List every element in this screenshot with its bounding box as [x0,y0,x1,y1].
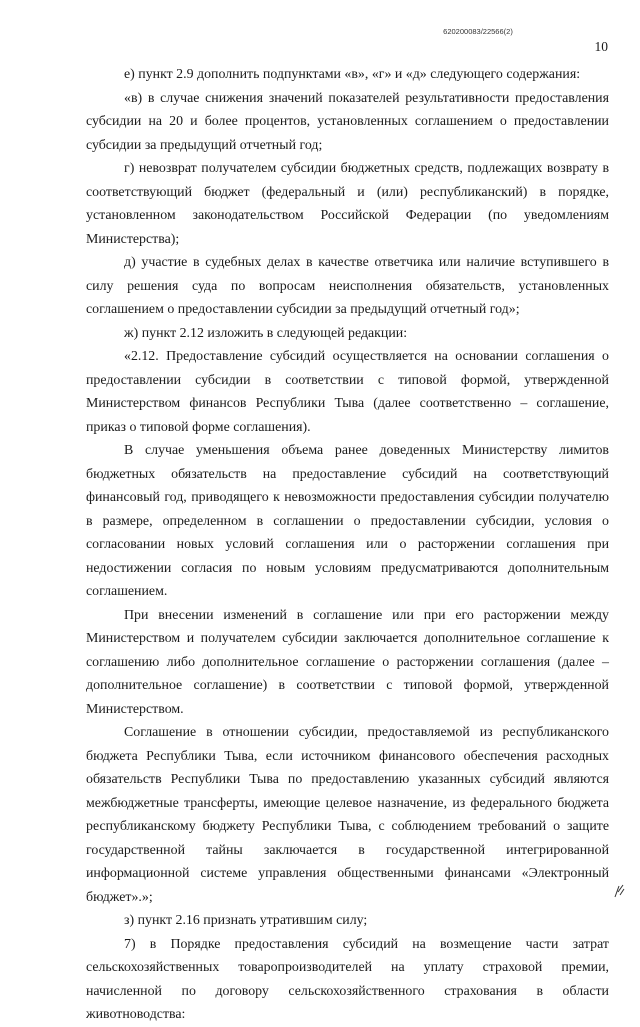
paragraph: «в) в случае снижения значений показателей результативности предоставления субсидии на 20 и более процентов, установленных соглашением о предоставлении субсидии за предыдущий отчетный год; [86,90,609,153]
page-number: 10 [594,39,608,54]
paragraph: ж) пункт 2.12 изложить в следующей редакции: [124,325,408,341]
paragraph: 7) в Порядке предоставления субсидий на возмещение части затрат сельскохозяйственных товаропроизводителей на уплату страховой премии, начисленной по договору сельскохозяйственного страхования в области животноводства: [86,936,609,1022]
paragraph: г) невозврат получателем субсидии бюджетных средств, подлежащих возврату в соответствующий бюджет (федеральный и (или) республиканский) в порядке, установленном законодательством Российской Федерации (по уведомлениям Министерства); [86,161,609,247]
paragraph: д) участие в судебных делах в качестве ответчика или наличие вступившего в силу решения суда по вопросам неисполнения обязательств, установленных соглашением о предоставлении субсидии за предыдущий отчетный год»; [86,255,609,317]
paragraph: При внесении изменений в соглашение или при его расторжении между Министерством и получателем субсидии заключается дополнительное соглашение к соглашению либо дополнительное соглашение о расторжении соглашения (далее – дополнительное соглашение) в соответствии с типовой формой, утвержденной Министерством. [86,607,609,717]
document-body [86,63,609,1027]
paragraph: «2.12. Предоставление субсидий осуществляется на основании соглашения о предоставлении субсидии в соответствии с типовой формой, утвержденной Министерством финансов Республики Тыва (далее соответственно – соглашение, приказ о типовой форме соглашения). [86,349,609,435]
paragraph: е) пункт 2.9 дополнить подпунктами «в», «г» и «д» следующего содержания: [124,67,581,82]
document-id: 620200083/22566(2) [443,27,513,36]
paragraph: Соглашение в отношении субсидии, предоставляемой из республиканского бюджета Республики Тыва, если источником финансового обеспечения расходных обязательств Республики Тыва по предоставлению указанных субсидий являются межбюджетные трансферты, имеющие целевое назначение, из федерального бюджета республиканскому бюджету Республики Тыва, с соблюдением требований о защите государственной тайны заключается в государственной интегрированной информационной системе управления общественными финансами «Электронный бюджет».»; [86,725,609,905]
initials-mark-icon [612,883,626,899]
paragraph: з) пункт 2.16 признать утратившим силу; [124,913,368,928]
paragraph: В случае уменьшения объема ранее доведенных Министерству лимитов бюджетных обязательств на предоставление субсидий на соответствующий финансовый год, приводящего к невозможности предоставления субсидии получателю в размере, определенном в соглашении о предоставлении субсидии, условия о согласовании новых условий соглашения или о расторжении соглашения при недостижении согласия по новым условиям предусматриваются дополнительным соглашением. [86,443,609,599]
